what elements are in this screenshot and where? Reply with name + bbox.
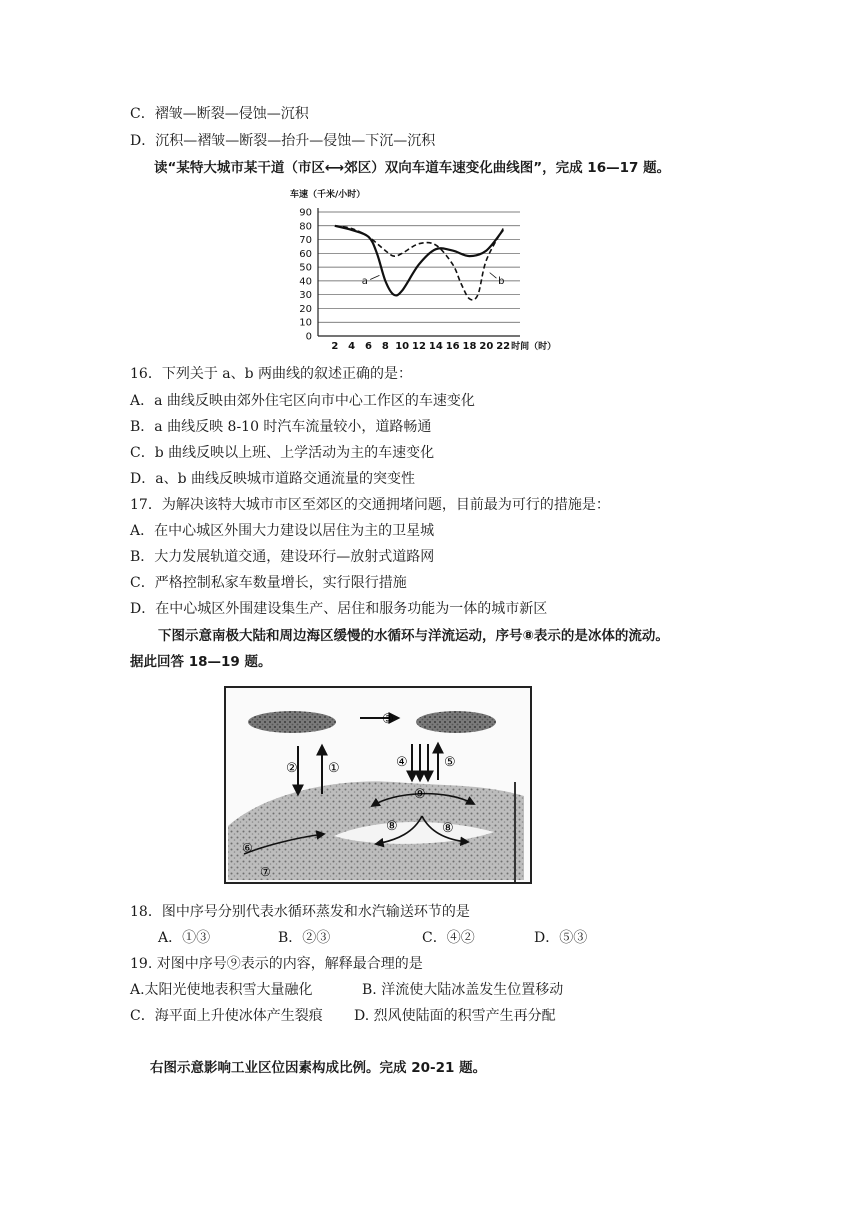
series-line-a <box>335 226 503 296</box>
q18-option-b: B．②③ <box>278 930 331 946</box>
intro-16-17-after: 郊区）双向车道车速变化曲线图”，完成 16—17 题。 <box>344 160 671 176</box>
x-tick-label: 2 <box>331 341 339 352</box>
diagram-edge-line <box>514 782 516 882</box>
label-4: ④ <box>396 755 408 770</box>
x-tick-label: 4 <box>348 341 356 352</box>
x-tick-label: 16 <box>445 341 460 352</box>
q16-option-b: B．a 曲线反映 8-10 时汽车流量较小，道路畅通 <box>130 419 432 435</box>
x-tick-label: 22 <box>496 341 511 352</box>
series-label-a: a <box>361 275 368 287</box>
x-axis-label: 时间（时） <box>511 342 557 352</box>
double-arrow-icon: ⟷ <box>324 160 345 176</box>
label-8-left: ⑧ <box>386 819 398 834</box>
x-tick-label: 14 <box>428 341 443 352</box>
q16-option-a: A．a 曲线反映由郊外住宅区向市中心工作区的车速变化 <box>130 393 475 409</box>
label-6: ⑥ <box>242 841 253 855</box>
intro-16-17-before: 读“某特大城市某干道（市区 <box>154 160 325 176</box>
x-tick-label: 18 <box>462 341 477 352</box>
q19-option-d: D. 烈风使陆面的积雪产生再分配 <box>354 1008 556 1024</box>
label-5: ⑤ <box>444 755 456 770</box>
q19-option-b: B. 洋流使大陆冰盖发生位置移动 <box>362 982 564 998</box>
q18-stem: 18．图中序号分别代表水循环蒸发和水汽输送环节的是 <box>130 904 470 920</box>
q16-option-c: C．b 曲线反映以上班、上学活动为主的车速变化 <box>130 445 435 461</box>
intro-16-17 <box>154 158 670 178</box>
q15-option-c: C．褶皱—断裂—侵蚀—沉积 <box>130 106 309 122</box>
q17-option-d: D．在中心城区外围建设集生产、居住和服务功能为一体的城市新区 <box>130 601 548 617</box>
x-tick-label: 10 <box>395 341 410 352</box>
q19-stem: 19. 对图中序号⑨表示的内容，解释最合理的是 <box>130 956 423 972</box>
y-tick-label: 50 <box>299 262 312 274</box>
q17-option-c: C．严格控制私家车数量增长，实行限行措施 <box>130 575 407 591</box>
q17-option-a: A．在中心城区外围大力建设以居住为主的卫星城 <box>130 523 435 539</box>
label-8-right: ⑧ <box>442 821 454 836</box>
q18-option-c: C．④② <box>422 930 475 946</box>
x-tick-label: 8 <box>381 341 389 352</box>
y-tick-label: 30 <box>299 290 312 302</box>
q15-option-d: D．沉积—褶皱—断裂—抬升—侵蚀—下沉—沉积 <box>130 133 436 149</box>
y-axis-label: 车速（千米/小时） <box>290 190 366 200</box>
series-label-b-leader <box>490 273 497 279</box>
series-label-b: b <box>498 275 505 287</box>
q16-option-d: D．a、b 曲线反映城市道路交通流量的突变性 <box>130 471 415 487</box>
intro-18-19-line1: 下图示意南极大陆和周边海区缓慢的水循环与洋流运动，序号⑧表示的是冰体的流动。 <box>158 628 669 644</box>
x-tick-label: 12 <box>412 341 426 352</box>
series-label-a-leader <box>370 275 379 279</box>
y-tick-label: 40 <box>299 276 312 288</box>
label-2: ② <box>286 761 298 776</box>
q19-option-c: C．海平面上升使冰体产生裂痕 <box>130 1008 323 1024</box>
q17-option-b: B．大力发展轨道交通，建设环行—放射式道路网 <box>130 549 435 565</box>
y-tick-label: 20 <box>299 303 312 315</box>
antarctic-water-cycle-diagram <box>224 686 532 884</box>
label-7: ⑦ <box>260 865 271 879</box>
q18-option-d: D．⑤③ <box>534 930 588 946</box>
y-tick-label: 0 <box>305 331 312 343</box>
cloud-right <box>416 711 496 733</box>
y-tick-label: 10 <box>299 317 312 329</box>
q19-option-a: A.太阳光使地表积雪大量融化 <box>130 982 313 998</box>
q16-stem: 16．下列关于 a、b 两曲线的叙述正确的是： <box>130 366 413 382</box>
intro-20-21: 右图示意影响工业区位因素构成比例。完成 20-21 题。 <box>150 1060 487 1076</box>
x-tick-label: 6 <box>365 341 372 352</box>
y-tick-label: 80 <box>299 221 312 233</box>
label-1: ① <box>328 761 340 776</box>
x-tick-label: 20 <box>479 341 494 352</box>
label-3: ③ <box>382 712 394 727</box>
q18-option-a: A．①③ <box>158 930 211 946</box>
speed-line-chart <box>288 186 578 358</box>
y-tick-label: 70 <box>299 235 312 247</box>
q17-stem: 17．为解决该特大城市市区至郊区的交通拥堵问题，目前最为可行的措施是： <box>130 497 610 513</box>
y-tick-label: 90 <box>299 207 312 219</box>
y-tick-label: 60 <box>299 248 312 260</box>
label-9: ⑨ <box>414 787 426 802</box>
intro-18-19-line2: 据此回答 18—19 题。 <box>130 654 272 670</box>
cloud-left <box>248 711 336 733</box>
